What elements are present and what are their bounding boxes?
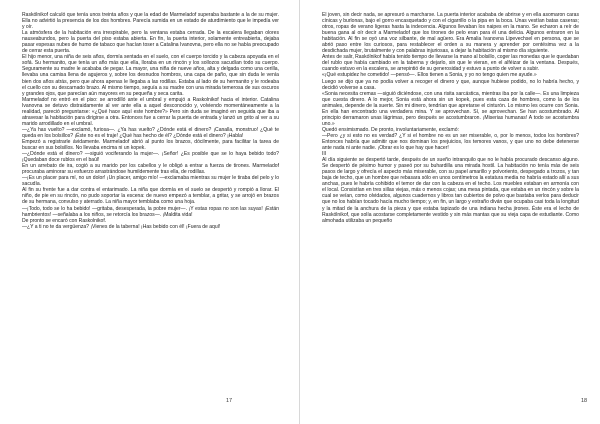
- paragraph: De pronto se encaró con Raskolnikof.: [22, 217, 107, 224]
- right-page: [300, 0, 600, 424]
- paragraph: III: [322, 151, 327, 158]
- paragraph: Empezó a registrarle ávidamente. Marmeladof abrió al punto los brazos, dócilmente, para facilitar la tarea de buscar en sus bolsillos. No llevaba encima ni un kopek.: [22, 138, 279, 152]
- left-page-text: [22, 12, 279, 230]
- paragraph: En un arrebato de ira, cogió a su marido por los cabellos y le obligó a entrar a fuerza de tirones. Marmeladof procuraba aminorar su esfuerzo arrastrándose humildemente tras ella, de rodillas.: [22, 163, 279, 176]
- paragraph: Al día siguiente se despertó tarde, después de un sueño intranquilo que no le había procurado descanso alguno. Se despertó de pésimo humor y paseó por su buhardilla una mirada hostil. La habitación no tenía más de seis pasos de largo y ofrecía el aspecto más miserable, con su papel amarillo y polvoriento, despegado a trozos, y tan baja de techo, que un hombre que rebasara sólo en unos centímetros la estatura media no habría estado allí a sus anchas, pues le habría cohibido el temor de dar con la cabeza en el techo. Los muebles estaban en armonía con el local. Consistían en tres sillas viejas, más o menos cojas; una mesa pintada, que estaba en un rincón y sobre la cual se veían, como olvidados, algunos cuadernos y libros tan cubiertos de polvo que bastaba verlos para deducir que no los habían tocado hacía mucho tiempo; y, en fin, un largo y extraño diván que ocupaba casi toda la longitud y la mitad de la anchura de la pieza y que estaba tapizado de una indiana hecha jirones. Éste era el lecho de Raskólnikof, que solía acostarse completamente vestido y sin más mantas que su vieja capa de estudiante. Como almohada utilizaba un pequeño: [322, 157, 579, 224]
- paragraph: «Sonia necesita cremas —siguió diciéndose, con una risita sarcástica, mientras iba por la calle—. Es una limpieza que cuesta dinero. A lo mejor, Sonia está ahora sin un kopek, pues esta caza de hombres, como la de los animales, depende de la suerte. Sin mi dinero, tendrían que apretarse el cinturón. Lo mismo les ocurre con Sonia. En ella han encontrado una verdadera mina. Y se aprovechan. Sí, se aprovechan. Se han acostumbrado. Al principio derramaron unas lágrimas, pero después se acostumbraron. ¡Miserias humanas! A todo se acostumbra uno.»: [322, 90, 579, 127]
- paragraph: El hijo menor, una niña de seis años, dormía sentada en el suelo, con el cuerpo torcido y la cabeza apoyada en el sofá. Su hermanito, que tenía un año más que ella, lloraba en un rincón y los sollozos sacudían todo su cuerpo. Seguramente su madre le acababa de pegar. La mayor, una niña de nueve años, alta y delgada como una cerilla, llevaba una camisa llena de agujeros y, sobre los desnudos hombros, una capa de paño, que sin duda le venía bien dos años atrás, pero que ahora apenas le llegaba a las rodillas. Estaba al lado de su hermanito y le rodeaba el cuello con su descarnado brazo. Al mismo tiempo, seguía a su madre con una mirada temerosa de sus oscuros y grandes ojos, que parecían aún mayores en su pequeña y seca carita.: [22, 54, 279, 97]
- paragraph: —¡Todo, todo se lo ha bebido! —gritaba, desesperada, la pobre mujer—. ¡Y estas ropas no son las suyas! ¡Están hambrientos! —señalaba a los niños, se retorcía los brazos—. ¡Maldita vida!: [22, 205, 279, 218]
- page-number-left: 17: [226, 398, 233, 404]
- paragraph: El joven, sin decir nada, se apresuró a marcharse. La puerta interior acababa de abrirse y en ella asomaron caras cínicas y burlonas, bajo el gorro encasquetado y con el cigarrillo o la pipa en la boca. Unas vestían batas caseras; otros, ropas de verano ligeras hasta la indecencia. Algunos llevaban los naipes en la mano. Se echaron a reír de buena gana al oír decir a Marmeladof que los tirones de pelo eran para él una delicia. Algunos entraron en la habitación. Al fin se oyó una voz silbante, de mal agüero. Era Amalia Ivanovna Lipevechsel en persona, que se abrió paso entre los curiosos, para restablecer el orden a su manera y aprender por centésima vez a la desdichada mujer, brutalmente y con palabras injuriosas, a dejar la habitación al mismo día siguiente.: [322, 12, 579, 55]
- paragraph: —Pero ¿y si esto no es verdad? ¿Y si el hombre no es un ser miserable, o, por lo menos, todos los hombres? Entonces habría que admitir que nos dominan los prejuicios, los temores vanos, y que uno no debe detenerse ante nada ni ante nadie. ¡Obrar es lo que hay que hacer!: [322, 132, 579, 152]
- paragraph: —¿Y a ti no te da vergüenza? ¡Vienes de la taberna! ¡Has bebido con él! ¡Fuera de aquí!: [22, 223, 221, 230]
- paragraph: Raskólnikof calculó que tenía unos treinta años y que la edad de Marmeladof superaba bastante a la de su mujer. Ella no advirtió la presencia de los dos hombres. Parecía sumida en un estado de aturdimiento que le impedía ver y oír.: [22, 12, 279, 31]
- paragraph: Antes de salir, Raskólnikof había tenido tiempo de llevarse la mano al bolsillo, coger las monedas que le quedaban del rublo que había cambiado en la taberna y dejarlo, sin que le vieran, en el alféizar de la ventana. Después, cuando estuvo en la escalera, se arrepintió de su generosidad y estuvo a punto de volver a subir.: [322, 54, 579, 73]
- paragraph: La atmósfera de la habitación era irrespirable, pero la ventana estaba cerrada. De la escalera llegaban olores nauseabundos, pero la puerta del piso estaba abierta. En fin, la puerta interior, solamente entreabierta, dejaba pasar espesas nubes de humo de tabaco que hacían toser a Catalina Ivanovna, pero ella no se había preocupado de cerrar esta puerta.: [22, 30, 279, 55]
- paragraph: —¿Dónde está el dinero? —siguió vociferando la mujer—. ¡Señor! ¿Es posible que se lo haya bebido todo? ¡Quedaban doce rublos en el baúl!: [22, 151, 279, 164]
- page-number-right: 18: [581, 398, 588, 404]
- paragraph: —¡Es un placer para mí, no un dolor! ¡Un placer, amigo mío! —exclamaba mientras su mujer le tiraba del pelo y lo sacudía.: [22, 175, 279, 188]
- right-page-text: [322, 12, 579, 224]
- paragraph: Marmeladof no entró en el piso: se arrodilló ante el umbral y empujó a Raskolnikof hacia el interior. Catalina Ivanovna se detuvo distraidamente al ver ante ella a aquel desconocido y, volviendo momentáneamente a la realidad, pareció preguntarse: «¿Qué hace aquí este hombre?» Pero sin duda se imaginó en seguida que iba a atravesar la habitación para dirigirse a otra. Entonces fue a cerrar la puerta de entrada y lanzó un grito al ver a su marido arrodillado en el umbral.: [22, 96, 279, 127]
- paragraph: «¡Qué estupidez he cometido! —pensó—. Ellos tienen a Sonia, y yo no tengo quien me ayude.»: [322, 72, 537, 79]
- paragraph: Quedó ensimismado. De pronto, involuntariamente, exclamó:: [322, 126, 459, 133]
- paragraph: Al fin su frente fue a dar contra el entarimado. La niña que dormía en el suelo se despertó y rompió a llorar. El niño, de pie en su rincón, no pudo soportar la escena: de nuevo empezó a temblar, a gritar, y se arrojó en brazos de su hermana, convulso y aterrado. La niña mayor temblaba como una hoja.: [22, 187, 279, 206]
- paragraph: —¿Ya has vuelto? —exclamó, furiosa—. ¿Ya has vuelto? ¿Dónde está el dinero? ¡Canalla, monstruo! ¿Qué te queda en los bolsillos? ¡Éste no es el traje! ¿Qué has hecho de él? ¿Dónde está el dinero? ¡Habla!: [22, 126, 279, 139]
- paragraph: Luego se dijo que ya no podía volver a recoger el dinero y que, aunque hubiese podido, no lo habría hecho, y decidió volverse a casa.: [322, 78, 579, 91]
